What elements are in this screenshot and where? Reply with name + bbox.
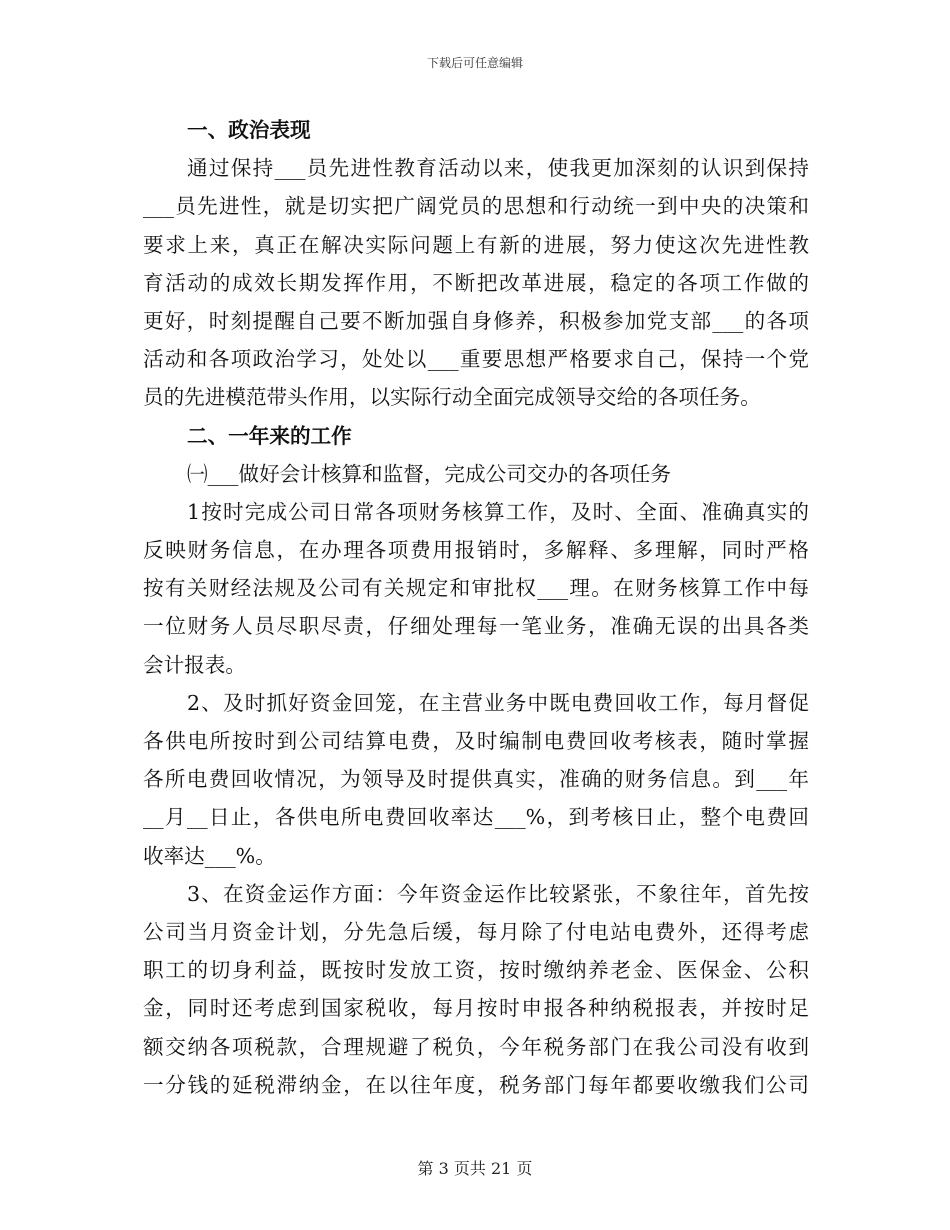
paragraph-line: ___员先进性，就是切实把广阔党员的思想和行动统一到中央的决策和 xyxy=(143,194,809,219)
paragraph-line: 各供电所按时到公司结算电费，及时编制电费回收考核表，随时掌握 xyxy=(143,729,809,753)
paragraph-line: 1按时完成公司日常各项财务核算工作，及时、全面、准确真实的 xyxy=(187,499,809,524)
paragraph-line: 收率达___%。 xyxy=(143,843,276,868)
paragraph-line: 金，同时还考虑到国家税收，每月按时申报各种纳税报表，并按时足 xyxy=(143,996,809,1021)
paragraph-line: 反映财务信息，在办理各项费用报销时，多解释、多理解，同时严格 xyxy=(143,538,809,563)
paragraph-line: 育活动的成效长期发挥作用，不断把改革进展，稳定的各项工作做的 xyxy=(143,270,809,295)
paragraph-line: 会计报表。 xyxy=(143,652,246,677)
paragraph-line: 通过保持___员先进性教育活动以来，使我更加深刻的认识到保持 xyxy=(187,156,809,181)
paragraph-line: 公司当月资金计划，分先急后缓，每月除了付电站电费外，还得考虑 xyxy=(143,919,809,944)
paragraph-line: __月__日止，各供电所电费回收率达___%，到考核日止，整个电费回 xyxy=(143,805,809,830)
paragraph-line: 额交纳各项税款，合理规避了税负，今年税务部门在我公司没有收到 xyxy=(143,1034,809,1059)
page-header: 下载后可任意编辑 xyxy=(426,56,523,70)
document-body xyxy=(143,111,809,1104)
paragraph-line: 一分钱的延税滞纳金，在以往年度，税务部门每年都要收缴我们公司 xyxy=(143,1072,809,1097)
paragraph-line: 活动和各项政治学习，处处以___重要思想严格要求自己，保持一个党 xyxy=(143,347,809,372)
paragraph-line: 3、在资金运作方面：今年资金运作比较紧张，不象往年，首先按 xyxy=(187,881,809,906)
paragraph-line: 2、及时抓好资金回笼，在主营业务中既电费回收工作，每月督促 xyxy=(187,690,809,715)
paragraph-line: 各所电费回收情况，为领导及时提供真实，准确的财务信息。到___年 xyxy=(143,767,809,792)
paragraph-line: 员的先进模范带头作用，以实际行动全面完成领导交给的各项任务。 xyxy=(143,385,761,410)
subsection-heading: ㈠___做好会计核算和监督，完成公司交办的各项任务 xyxy=(187,461,671,486)
paragraph-line: 要求上来，真正在解决实际问题上有新的进展，努力使这次先进性教 xyxy=(143,232,809,257)
paragraph-line: 按有关财经法规及公司有关规定和审批权___理。在财务核算工作中每 xyxy=(143,576,809,601)
paragraph-line: 更好，时刻提醒自己要不断加强自身修养，积极参加党支部___的各项 xyxy=(143,308,809,333)
page-footer: 第 3 页共 21 页 xyxy=(417,1159,533,1178)
section-heading-work: 二、一年来的工作 xyxy=(187,423,352,448)
section-heading-political: 一、政治表现 xyxy=(187,118,311,142)
paragraph-line: 一位财务人员尽职尽责，仔细处理每一笔业务，准确无误的出具各类 xyxy=(143,614,809,639)
paragraph-line: 职工的切身利益，既按时发放工资，按时缴纳养老金、医保金、公积 xyxy=(143,958,809,983)
